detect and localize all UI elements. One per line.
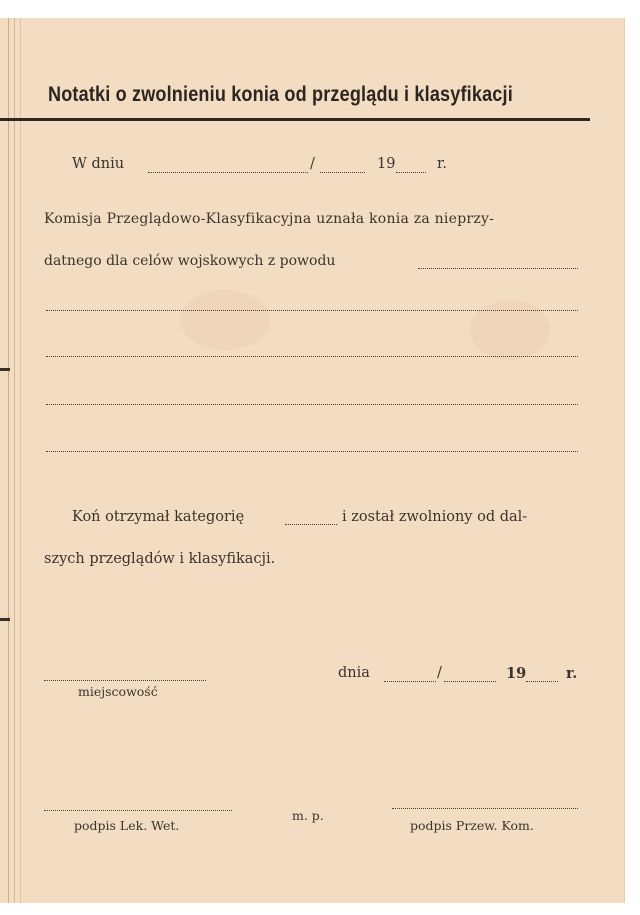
binding-edge [14,18,15,903]
date-suffix: r. [437,156,447,172]
commission-text-line1: Komisja Przeglądowo-Klasyfikacyjna uznała konia za nieprzy- [44,211,495,227]
reason-field[interactable] [418,268,578,269]
form-title: Notatki o zwolnieniu konia od przeglądu i klasyfikacji [48,83,513,106]
category-text-b: i został zwolniony od dal- [342,509,528,525]
binding-edge [8,18,9,903]
date-year-prefix: 19 [377,156,396,172]
vet-signature-field[interactable] [44,810,232,811]
reason-line[interactable] [46,356,578,357]
commission-text-line2: datnego dla celów wojskowych z powodu [44,253,336,269]
reason-line[interactable] [46,404,578,405]
chair-signature-label: podpis Przew. Kom. [410,818,534,833]
form-sheet [0,18,625,903]
place-date-year-prefix: 19 [506,665,527,682]
reason-line[interactable] [46,310,578,311]
date-prefix: W dniu [72,156,125,172]
place-date-suffix: r. [566,665,578,682]
category-field[interactable] [285,524,337,525]
chair-signature-field[interactable] [392,808,578,809]
place-field[interactable] [44,680,206,681]
place-date-prefix: dnia [338,665,370,681]
binding-edge [20,18,21,903]
place-date-month-field[interactable] [444,681,496,682]
vet-signature-label: podpis Lek. Wet. [74,818,180,833]
place-date-day-field[interactable] [384,681,436,682]
stamp-label: m. p. [292,808,324,823]
binding-mark [0,618,10,621]
binding-mark [0,368,10,371]
date-month-field[interactable] [320,172,365,173]
category-text-line2: szych przeglądów i klasyfikacji. [44,551,276,567]
place-label: miejscowość [78,684,158,699]
date-slash: / [310,156,315,172]
date-day-field[interactable] [148,172,308,173]
paper-stain [470,300,550,360]
paper-stain [180,290,270,350]
category-text-a: Koń otrzymał kategorię [72,509,245,525]
date-year-field[interactable] [396,172,426,173]
place-date-slash: / [437,665,442,681]
title-underline [0,118,590,121]
reason-line[interactable] [46,451,578,452]
place-date-year-field[interactable] [526,681,558,682]
